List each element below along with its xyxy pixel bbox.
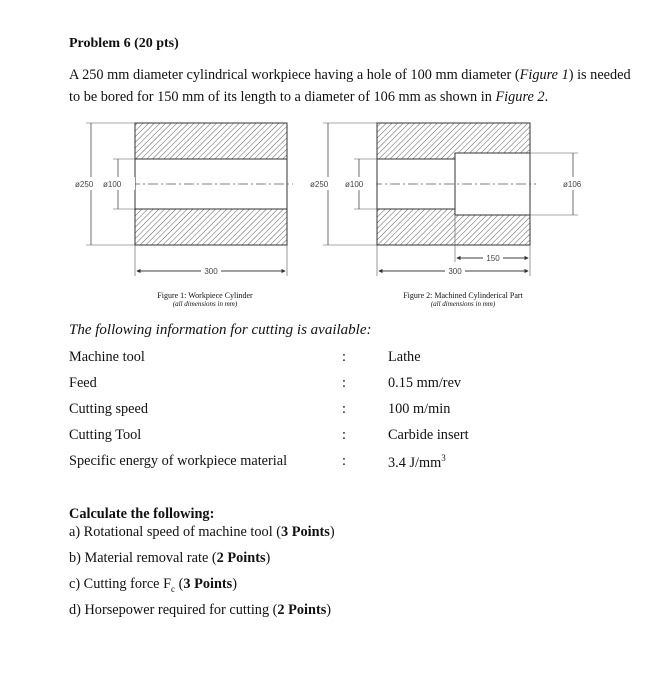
fig2-top-wall <box>377 123 530 159</box>
figure-2-reference: Figure 2 <box>495 89 545 105</box>
info-label: Cutting Tool <box>69 427 142 443</box>
info-label: Cutting speed <box>69 401 149 417</box>
question-c <box>69 576 237 594</box>
fig2-length-label: 300 <box>448 267 462 276</box>
info-row-machine-tool <box>69 349 629 369</box>
info-colon: : <box>342 401 346 417</box>
problem-title: Problem 6 (20 pts) <box>69 36 179 51</box>
figure-1-reference: Figure 1 <box>519 67 569 83</box>
info-row-specific-energy <box>69 453 629 473</box>
figures-area <box>0 0 653 320</box>
figure-2-drawing <box>308 123 586 276</box>
question-end: ) <box>326 602 332 618</box>
figure-2-caption-sub: (all dimensions in mm) <box>430 300 496 308</box>
info-value: 0.15 mm/rev <box>388 375 462 391</box>
figure-1-caption-sub: (all dimensions in mm) <box>172 300 238 308</box>
fig1-length-label: 300 <box>204 267 218 276</box>
info-colon: : <box>342 349 346 365</box>
info-label: Machine tool <box>69 349 145 365</box>
question-text: d) Horsepower required for cutting ( <box>69 602 278 618</box>
figure-1-drawing <box>73 123 293 276</box>
figure-2-caption-title: Figure 2: Machined Cylinderical Part <box>403 291 523 300</box>
fig1-bottom-wall <box>135 209 287 245</box>
question-points: 2 Points <box>216 550 266 566</box>
cutting-info-heading: The following information for cutting is available: <box>69 322 372 338</box>
intro-text-3: . <box>544 89 549 105</box>
intro-text-1: A 250 mm diameter cylindrical workpiece having a hole of 100 mm diameter ( <box>69 67 520 83</box>
info-colon: : <box>342 375 346 391</box>
info-row-cutting-speed <box>69 401 629 421</box>
fig1-hole-diameter-label: ø100 <box>103 180 122 189</box>
info-row-feed <box>69 375 629 395</box>
question-text: b) Material removal rate ( <box>69 550 217 566</box>
question-b <box>69 550 270 567</box>
question-points: 3 Points <box>183 576 233 592</box>
question-points: 3 Points <box>281 524 330 540</box>
info-row-cutting-tool <box>69 427 629 447</box>
question-end: ) <box>265 550 271 566</box>
question-a <box>69 524 335 541</box>
fig1-outer-diameter-label: ø250 <box>75 180 94 189</box>
figure-1-caption-title: Figure 1: Workpiece Cylinder <box>157 291 253 300</box>
question-text: c) Cutting force F <box>69 576 172 592</box>
calculate-heading: Calculate the following: <box>69 506 215 522</box>
info-colon: : <box>342 453 346 469</box>
fig2-bore-length-label: 150 <box>486 254 500 263</box>
question-d <box>69 602 331 619</box>
info-colon: : <box>342 427 346 443</box>
fig2-bottom-wall <box>377 209 530 245</box>
question-points: 2 Points <box>277 602 327 618</box>
question-end: ) <box>232 576 238 592</box>
question-text: a) Rotational speed of machine tool ( <box>69 524 282 540</box>
fig1-top-wall <box>135 123 287 159</box>
fig2-bore-diameter-label: ø106 <box>563 180 582 189</box>
info-value: 100 m/min <box>388 401 451 417</box>
info-label: Feed <box>69 375 97 391</box>
info-label: Specific energy of workpiece material <box>69 453 288 469</box>
fig2-outer-diameter-label: ø250 <box>310 180 329 189</box>
question-subscript: c <box>171 583 176 594</box>
figure-2-caption <box>378 291 548 308</box>
fig2-hole-diameter-label: ø100 <box>345 180 364 189</box>
intro-text-2: ) is needed to be bored for 150 mm of its length to a diameter of 106 mm as shown in <box>69 67 631 105</box>
info-value-text: 3.4 J/mm <box>388 454 442 471</box>
info-value-superscript: 3 <box>441 453 446 463</box>
info-value: Carbide insert <box>388 427 469 443</box>
info-value <box>388 453 446 472</box>
question-end: ) <box>329 524 335 540</box>
question-mid: ( <box>175 576 184 592</box>
figure-1-caption <box>120 291 290 308</box>
info-value: Lathe <box>388 349 421 365</box>
